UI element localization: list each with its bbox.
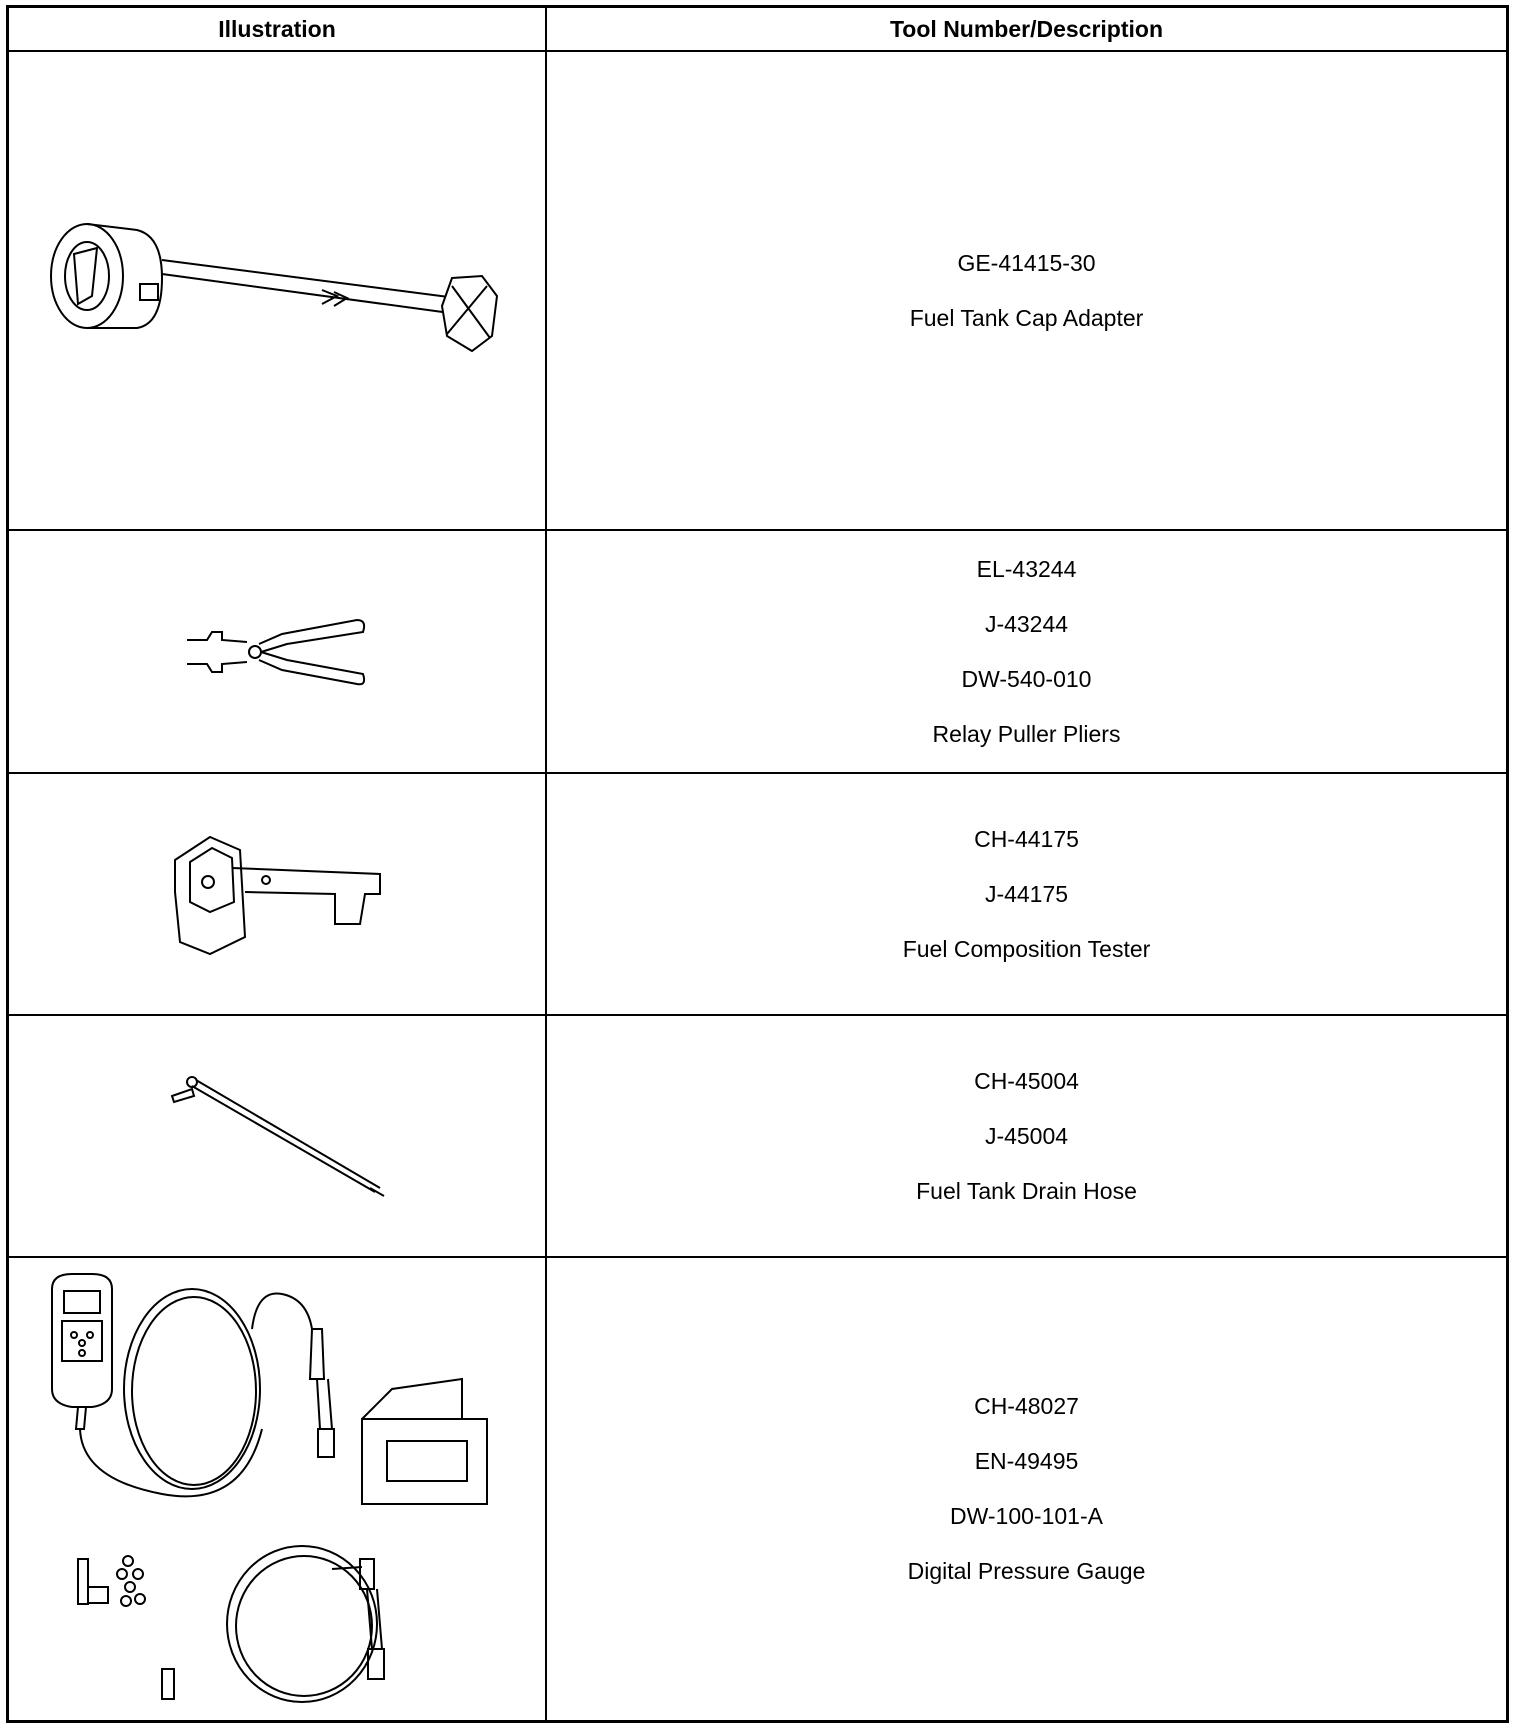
table-row xyxy=(9,1016,1506,1258)
illustration-cell xyxy=(9,1016,547,1256)
description-cell xyxy=(547,1016,1506,1256)
illustration-cell xyxy=(9,774,547,1014)
description-cell xyxy=(547,531,1506,772)
tool-description: Fuel Tank Drain Hose xyxy=(916,1177,1137,1204)
table-header xyxy=(9,8,1506,52)
fuel-tank-cap-adapter-icon xyxy=(42,216,512,366)
table-row xyxy=(9,531,1506,774)
fuel-composition-tester-icon xyxy=(170,832,385,957)
tool-number: EL-43244 xyxy=(976,555,1077,582)
header-illustration: Illustration xyxy=(9,8,547,50)
tool-number: GE-41415-30 xyxy=(957,249,1096,276)
fuel-tank-drain-hose-icon xyxy=(170,1074,385,1199)
table-row xyxy=(9,1258,1506,1720)
illustration-cell xyxy=(9,52,547,529)
tool-description: Fuel Composition Tester xyxy=(902,935,1151,962)
tool-number: CH-44175 xyxy=(974,825,1079,852)
tool-number: J-44175 xyxy=(984,880,1069,907)
relay-puller-pliers-icon xyxy=(187,612,367,692)
description-cell xyxy=(547,52,1506,529)
table-row xyxy=(9,774,1506,1016)
tool-number: EN-49495 xyxy=(974,1448,1079,1474)
tool-number: DW-540-010 xyxy=(961,665,1092,692)
digital-pressure-gauge-icon xyxy=(42,1269,512,1709)
tool-number: DW-100-101-A xyxy=(950,1503,1103,1529)
tool-number: J-45004 xyxy=(984,1122,1069,1149)
tool-description: Digital Pressure Gauge xyxy=(907,1558,1146,1584)
tool-number: CH-45004 xyxy=(974,1067,1079,1094)
description-cell xyxy=(547,774,1506,1014)
illustration-cell xyxy=(9,531,547,772)
tool-table xyxy=(6,5,1509,1723)
table-row xyxy=(9,52,1506,531)
tool-description: Relay Puller Pliers xyxy=(932,720,1121,747)
header-description: Tool Number/Description xyxy=(889,15,1164,42)
tool-number: CH-48027 xyxy=(974,1393,1079,1419)
tool-description: Fuel Tank Cap Adapter xyxy=(909,304,1144,331)
illustration-cell xyxy=(9,1258,547,1720)
description-cell xyxy=(547,1258,1506,1720)
tool-number: J-43244 xyxy=(984,610,1069,637)
